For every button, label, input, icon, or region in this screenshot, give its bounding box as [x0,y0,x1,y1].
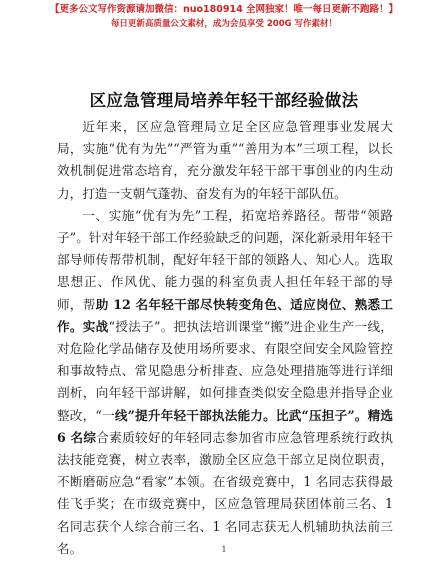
promo-line-1: 【更多公文写作资源请加微信：nuo180914 全网独家！唯一每日更新不跑路！】 [49,4,399,15]
document-body [57,116,393,560]
paragraph-section-1: 一、实施“优有为先”工程，拓宽培养路径。帮带“领路子”。针对年轻干部工作经验缺乏的问题，深化新录用年轻干部导师传帮带机制，配好年轻干部的领路人、知心人。选取思想正、作风优、能力强的科室负责人担任年轻干部的导师，帮助 12 名年轻干部尽快转变角色、适应岗位、熟悉工作。实战“授法子”。把执法培训课堂“搬”进企业生产一线，对危险化学品储存及使用场所要求、有限空间安全风险管控和事故特点、常见隐患分析排查、应急处理措施等进行详细剖析，向年轻干部讲解，如何排查类似安全隐患并指导企业整改，“一线”提升年轻干部执法能力。比武“压担子”。精选 6 名综合素质较好的年轻同志参加省市应急管理系统行政执法技能竞赛，树立表率，激励全区应急干部立足岗位职责，不断磨砺应急“看家”本领。在省级竞赛中，1 名同志获得最佳飞手奖；在市级竞赛中，区应急管理局获团体前三名、1 名同志获个人综合前三名、1 名同志获无人机辅助执法前三名。 [57,207,394,556]
paragraph-intro: 近年来，区应急管理局立足全区应急管理事业发展大局，实施“优有为先”“严管为重”“善用为本”三项工程，以长效机制促进常态培育，充分激发年轻干部干事创业的内生动力，打造一支朝气蓬勃、奋发有为的年轻干部队伍。 [57,119,393,201]
promo-banner [0,3,448,31]
page-number: 1 [221,545,227,554]
promo-line-2: 每日更新高质量公文素材，成为会员享受 200G 写作素材！ [110,19,338,29]
document-title: 区应急管理局培养年轻干部经验做法 [89,91,359,110]
